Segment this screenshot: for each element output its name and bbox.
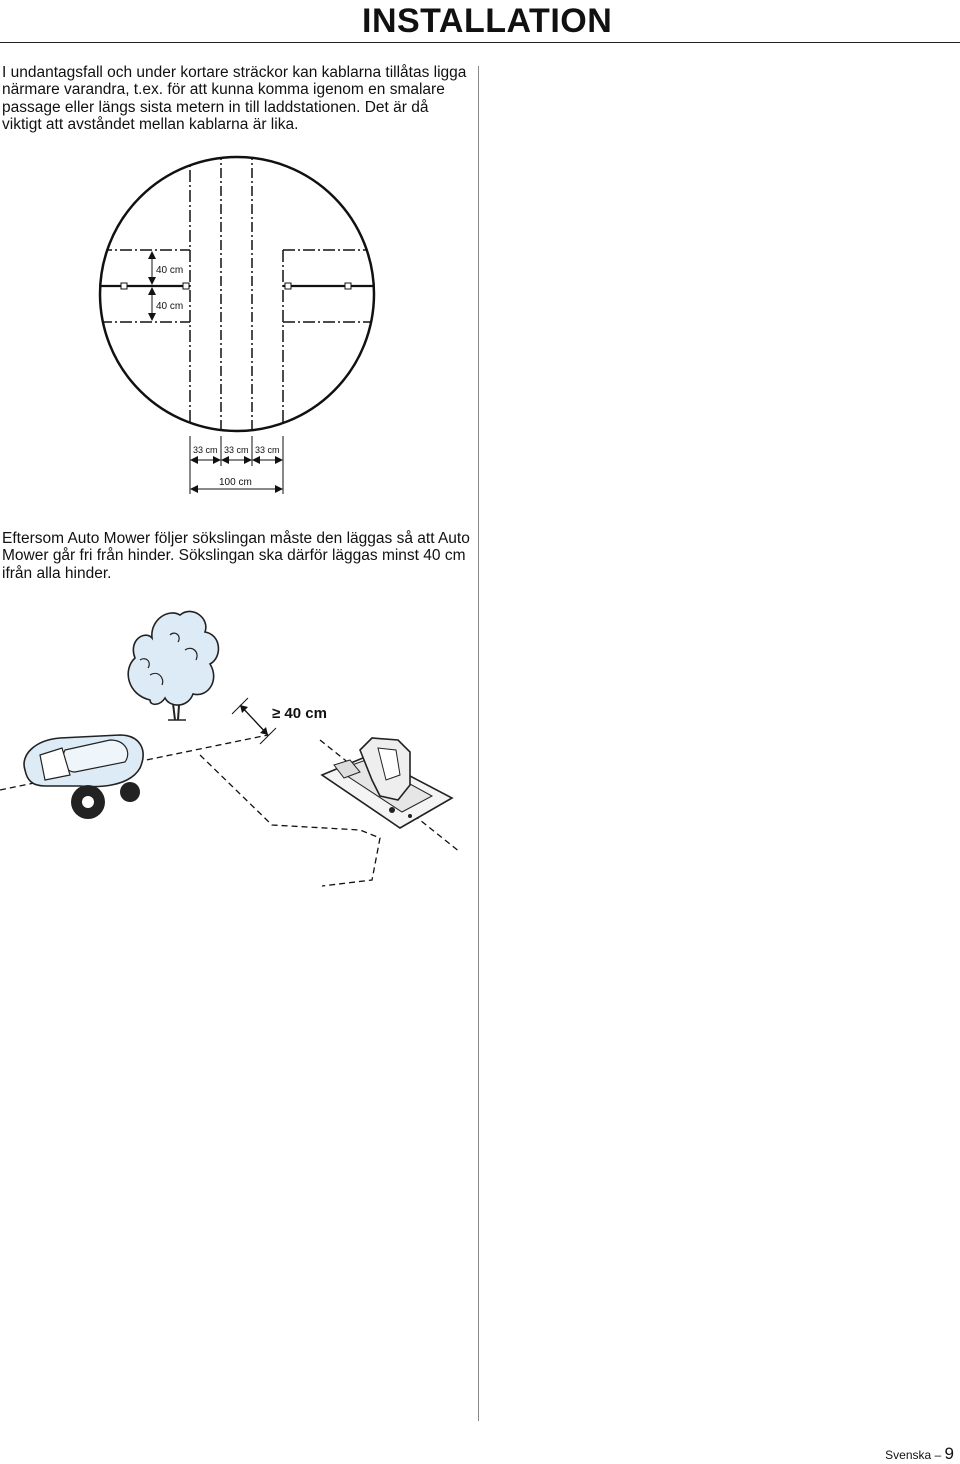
detail-circle: [100, 157, 374, 431]
label-seg3-33cm: 33 cm: [255, 445, 280, 455]
label-bottom-40cm: 40 cm: [156, 301, 184, 312]
page-footer: [885, 1444, 954, 1464]
auto-mower-illustration: [24, 735, 143, 819]
peg-4: [345, 283, 351, 289]
page-number: 9: [944, 1444, 954, 1463]
intro-paragraph: I undantagsfall och under kortare sträckor kan kablarna tillåtas ligga närmare varandra, t.ex. för att kunna komma igenom en smalare passage eller längs sista metern in till laddstationen. Det är då viktigt att avståndet mellan kablarna är lika.: [2, 64, 467, 133]
cable-spacing-figure: [0, 0, 480, 500]
peg-2: [183, 283, 189, 289]
label-total-100cm: 100 cm: [219, 477, 252, 488]
charging-station-illustration: [322, 738, 452, 828]
distance-label: ≥ 40 cm: [272, 705, 327, 722]
peg-1: [121, 283, 127, 289]
label-seg1-33cm: 33 cm: [193, 445, 218, 455]
label-top-40cm: 40 cm: [156, 265, 184, 276]
obstacle-paragraph: Eftersom Auto Mower följer sökslingan måste den läggas så att Auto Mower går fri från hinder. Sökslingan ska därför läggas minst 40 cm ifrån alla hinder.: [2, 530, 470, 582]
page-title: INSTALLATION: [362, 2, 613, 40]
footer-language: Svenska –: [885, 1448, 942, 1462]
obstacle-distance-figure: [0, 590, 480, 910]
tree-illustration: [128, 611, 218, 720]
peg-3: [285, 283, 291, 289]
label-seg2-33cm: 33 cm: [224, 445, 249, 455]
